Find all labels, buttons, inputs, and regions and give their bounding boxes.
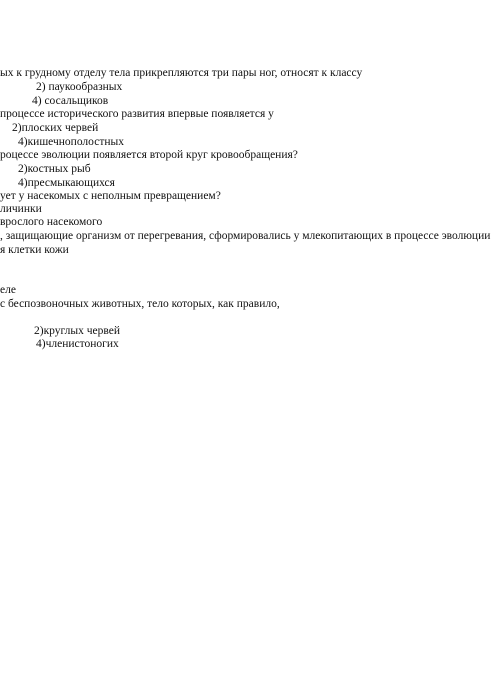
answer-option: еле — [0, 284, 16, 296]
question-text-line: ых к грудному отделу тела прикрепляются три пары ног, относят к классу — [0, 67, 363, 79]
answer-option: 4)пресмыкающихся — [18, 177, 115, 189]
question-text-line: роцессе эволюции появляется второй круг кровообращения? — [0, 149, 298, 161]
question-text-line: , защищающие организм от перегревания, сформировались у млекопитающих в процессе эволюции — [0, 230, 491, 242]
question-text-line: с беспозвоночных животных, тело которых, как правило, — [0, 298, 280, 310]
answer-option: врослого насекомого — [0, 216, 103, 228]
question-text-line: процессе исторического развития впервые появляется у — [0, 108, 274, 120]
answer-option: 2)костных рыб — [18, 163, 91, 175]
answer-option: 2)плоских червей — [12, 122, 99, 134]
answer-option: 2)круглых червей — [34, 325, 120, 337]
answer-option: личинки — [0, 203, 42, 215]
answer-option: 4) сосальщиков — [32, 95, 109, 107]
answer-option: я клетки кожи — [0, 244, 69, 256]
answer-option: 2) паукообразных — [36, 81, 123, 93]
question-text-line: ует у насекомых с неполным превращением? — [0, 190, 221, 202]
answer-option: 4)кишечнополостных — [18, 136, 124, 148]
answer-option: 4)членистоногих — [36, 338, 119, 350]
